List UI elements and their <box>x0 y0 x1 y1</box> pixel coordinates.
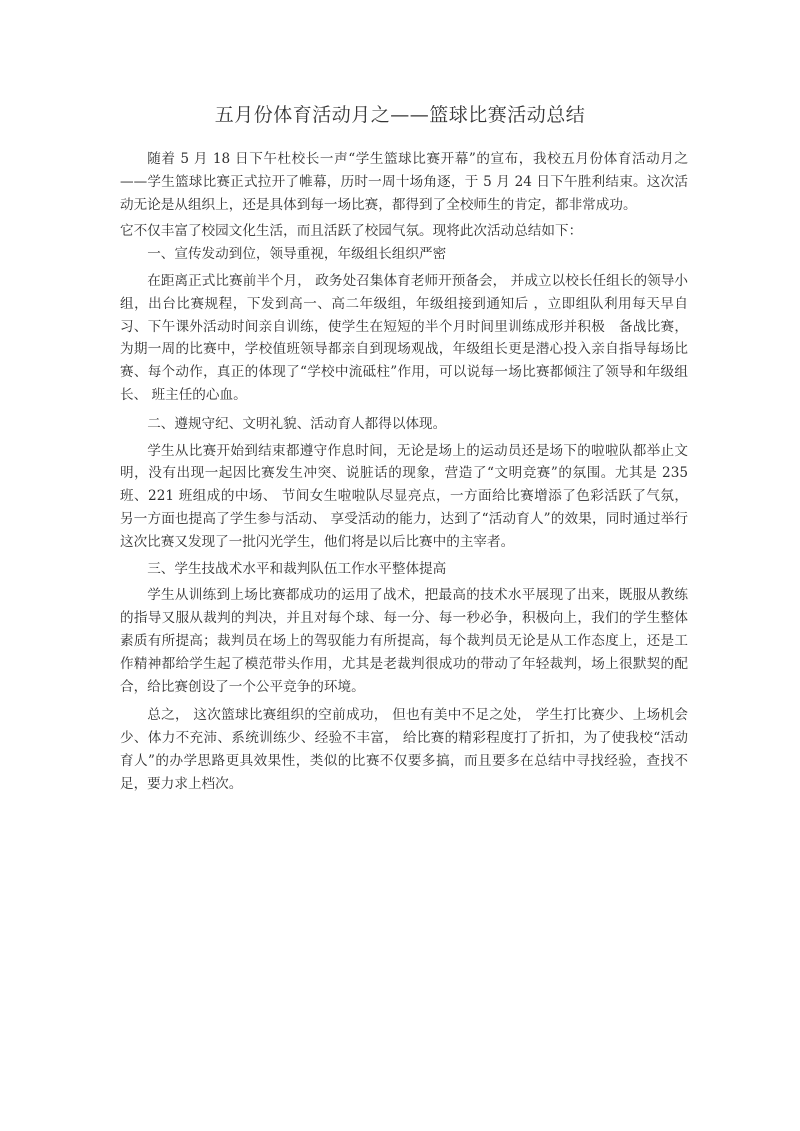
section-heading-2: 二、遵规守纪、文明礼貌、活动育人都得以体现。 <box>147 415 447 432</box>
intro-continuation: 它不仅丰富了校园文化生活，而且活跃了校园气氛。现将此次活动总结如下： <box>120 223 583 240</box>
section-3-paragraph: 学生从训练到上场比赛都成功的运用了战术，把最高的技术水平展现了出来，既服从教练的指导又服从裁判的判决，并且对每个球、每一分、每一秒必争，积极向上，我们的学生整体素质有所提高；裁判员在场上的驾驭能力有所提高，每个裁判员无论是从工作态度上，还是工作精神都给学生起了模范带头作用，尤其是老裁判很成功的带动了年轻裁判，场上很默契的配合，给比赛创设了一个公平竞争的环境。 <box>120 587 688 695</box>
document-body <box>120 148 688 796</box>
intro-paragraph: 随着 5 月 18 日下午杜校长一声“学生篮球比赛开幕”的宣布，我校五月份体育活动月之——学生篮球比赛正式拉开了帷幕，历时一周十场角逐，于 5 月 24 日下午胜利结束。这次活动无论是从组织上，还是具体到每一场比赛，都得到了全校师生的肯定，都非常成功。 <box>120 151 688 213</box>
conclusion-paragraph: 总之， 这次篮球比赛组织的空前成功， 但也有美中不足之处， 学生打比赛少、上场机会少、体力不充沛、系统训练少、经验不丰富， 给比赛的精彩程度打了折扣，为了使我校“活动育人”的办学思路更具效果性，类似的比赛不仅要多搞，而且要多在总结中寻找经验，查找不足，要力求上档次。 <box>120 707 688 792</box>
section-1-paragraph: 在距离正式比赛前半个月， 政务处召集体育老师开预备会， 并成立以校长任组长的领导小组，出台比赛规程，下发到高一、高二年级组，年级组接到通知后 ，立即组队利用每天早自习、下午课外活动时间亲自训练，使学生在短短的半个月时间里训练成形并积极 备战比赛， 为期一周的比赛中，学校值班领导都亲自到现场观战，年级组长更是潜心投入亲自指导每场比赛、每个动作，真正的体现了“学校中流砥柱”作用，可以说每一场比赛都倾注了领导和年级组长、 班主任的心血。 <box>120 272 688 403</box>
document-title: 五月份体育活动月之——篮球比赛活动总结 <box>214 104 586 126</box>
section-2-paragraph: 学生从比赛开始到结束都遵守作息时间，无论是场上的运动员还是场下的啦啦队都举止文明，没有出现一起因比赛发生冲突、说脏话的现象，营造了“文明竞赛”的氛围。尤其是 235 班、221 班组成的中场、 节间女生啦啦队尽显亮点，一方面给比赛增添了色彩活跃了气氛， 另一方面也提高了学生参与活动、 享受活动的能力，达到了“活动育人”的效果，同时通过举行这次比赛又发现了一批闪光学生，他们将是以后比赛中的主宰者。 <box>120 442 688 550</box>
section-heading-3: 三、学生技战术水平和裁判队伍工作水平整体提高 <box>147 560 447 577</box>
section-heading-1: 一、宣传发动到位，领导重视，年级组长组织严密 <box>147 246 447 263</box>
